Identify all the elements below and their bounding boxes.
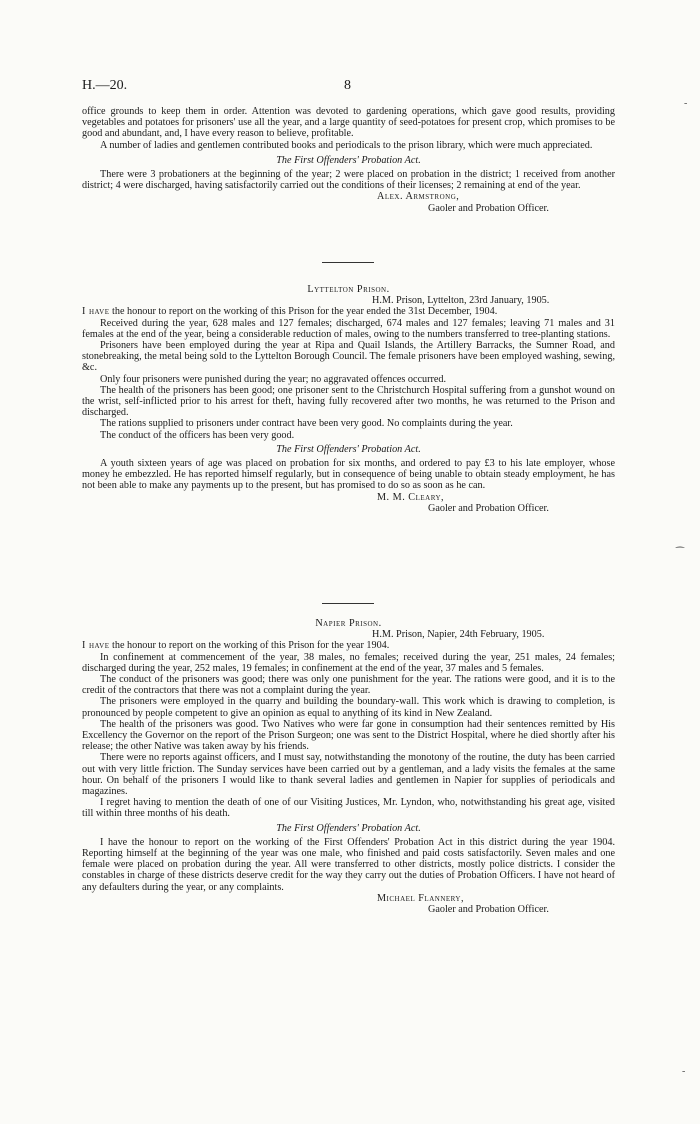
paragraph: The health of the prisoners was good. Two Natives who were far gone in consumption had their sentences remitted by His Excellency the Governor on the report of the Prison Surgeon; one was sent to the District Hospital, where he died shortly after his release; the other Native was taken away by his friends. [82,718,615,753]
paragraph: A youth sixteen years of age was placed on probation for six months, and ordered to pay £3 to his late employer, whose money he embezzled. He has reported himself regularly, but in consequence of being unable to obtain steady employment, he has not been able to make any payments up to the present, but has promised to do so as soon as he can. [82,458,615,492]
margin-mark: - [684,98,688,109]
signature-name: M. M. Cleary, [377,491,445,503]
section-divider [322,603,374,604]
opening-words: I have [82,306,110,318]
margin-mark: - [682,1066,686,1077]
paragraph: The conduct of the prisoners was good; there was only one punishment for the year. The rations were good, and it is to the credit of the contractors that there was not a complaint during the year. [82,674,615,697]
section-continuation [82,106,615,214]
page-number: 8 [344,78,351,93]
paragraph: office grounds to keep them in order. Attention was devoted to gardening operations, which gave good results, providing vegetables and potatoes for prisoners' use all the year, and a large quantity of seed-potatoes for present crop, which promises to be good and abundant, and, I have every reason to believe, profitable. [82,106,615,140]
paragraph: Prisoners have been employed during the year at Ripa and Quail Islands, the Artillery Barracks, the Sumner Road, and stonebreaking, the metal being sold to the Lyttelton Borough Council. The female prisoners have been employed washing, sewing, &c. [82,340,615,374]
paragraph: I have the honour to report on the working of the First Offenders' Probation Act in this district during the year 1904. Reporting himself at the beginning of the year was one male, who finished and paid costs satisfactorily. Seven males and one female were placed on probation during the year. All were transferred to other districts, mostly police districts. I consider the constables in charge of these districts deserve credit for the way they carry out the duties of Probation Officers. I have not heard of any defaulters during the year, or any complaints. [82,836,615,893]
paragraph: The prisoners were employed in the quarry and building the boundary-wall. This work which is drawing to completion, is pronounced by people competent to give an opinion as equal to anything of its kind in New Zealand. [82,696,615,719]
page-header [82,80,615,96]
signature-name: Alex. Armstrong, [377,191,460,203]
act-heading: The First Offenders' Probation Act. [276,822,421,834]
paragraph: In confinement at commencement of the year, 38 males, no females; received during the year, 251 males, 24 females; discharged during the year, 252 males, 19 females; in confinement at the end of the year, 37 males and 5 females. [82,651,615,674]
section-divider [322,262,374,263]
paragraph: The rations supplied to prisoners under contract have been very good. No complaints during the year. [100,418,513,430]
paragraph: There were no reports against officers, and I must say, notwithstanding the monotony of the routine, the duty has been carried out with very little friction. The Sunday services have been carried out by a gentleman, and a lady visits the females at the same hour. On behalf of the prisoners I would like to thank several ladies and gentlemen in Napier for supplies of periodicals and magazines. [82,752,615,798]
opening-text: the honour to report on the working of this Prison for the year ended the 31st December, 1904. [109,306,498,318]
napier-section [82,616,615,915]
signature-name: Michael Flannery, [377,892,465,904]
paragraph: A number of ladies and gentlemen contributed books and periodicals to the prison library, which were much appreciated. [100,139,593,151]
dateline: H.M. Prison, Lyttelton, 23rd January, 1905. [372,295,550,307]
paragraph: There were 3 probationers at the beginning of the year; 2 were placed on probation in the district; 1 received from another district; 4 were discharged, having satisfactorily carried out the conditions of their licenses; 2 remaining at end of the year. [82,169,615,192]
margin-mark: ⁀ [676,548,685,559]
lyttelton-section [82,282,615,514]
paragraph: Received during the year, 628 males and 127 females; discharged, 674 males and 127 females; leaving 71 males and 31 females at the end of the year, being a considerable reduction of males, owing to the numbers transferred to tree-planting stations. [82,317,615,340]
paragraph: The health of the prisoners has been good; one prisoner sent to the Christchurch Hospital suffering from a gunshot wound on the wrist, self-inflicted prior to his arrest for theft, having fully recovered after two months, he was returned to the Prison and discharged. [82,384,615,419]
paragraph: The conduct of the officers has been very good. [100,429,295,441]
paragraph: Only four prisoners were punished during the year; no aggravated offences occurred. [100,373,447,385]
signature-title: Gaoler and Probation Officer. [428,502,549,514]
dateline: H.M. Prison, Napier, 24th February, 1905. [372,629,545,641]
section-title: Lyttelton Prison. [307,284,390,295]
section-title: Napier Prison. [315,618,382,629]
act-heading: The First Offenders' Probation Act. [276,154,421,166]
signature-title: Gaoler and Probation Officer. [428,904,549,916]
opening-words: I have [82,640,110,652]
paragraph: I regret having to mention the death of one of our Visiting Justices, Mr. Lyndon, who, notwithstanding his great age, visited till within three months of his death. [82,797,615,820]
opening-text: the honour to report on the working of this Prison for the year 1904. [109,640,390,652]
opening-paragraph [82,640,615,651]
act-heading: The First Offenders' Probation Act. [276,443,421,455]
document-reference: H.—20. [82,78,128,93]
signature-title: Gaoler and Probation Officer. [428,202,549,214]
opening-paragraph [82,306,615,317]
